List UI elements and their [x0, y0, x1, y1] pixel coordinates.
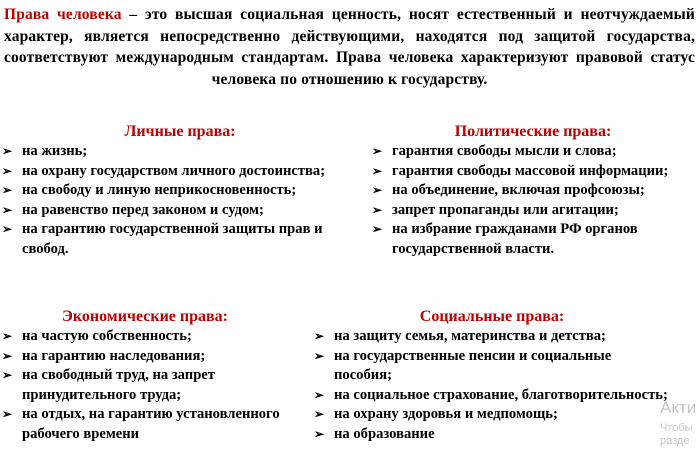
- list-item-text: на гарантию государственной защиты прав и свобод.: [22, 221, 323, 257]
- list-item-text: на свободу и линую неприкосновенность;: [22, 182, 297, 199]
- political-rights-title: Политические права:: [454, 123, 612, 140]
- arrow-bullet-icon: ➢: [2, 222, 13, 237]
- list-item-text: на объединение, включая профсоюзы;: [392, 182, 645, 199]
- arrow-bullet-icon: ➢: [2, 407, 13, 422]
- list-item: [0, 405, 290, 444]
- arrow-bullet-icon: ➢: [314, 426, 325, 441]
- intro-term: Права человека: [4, 6, 122, 23]
- economic-rights-list: [0, 327, 290, 445]
- list-item: [312, 327, 672, 347]
- list-item-text: на жизнь;: [22, 143, 88, 159]
- arrow-bullet-icon: ➢: [2, 163, 13, 178]
- watermark-line-3: разде: [660, 435, 690, 447]
- personal-rights-section: [0, 122, 360, 260]
- list-item: [370, 220, 696, 259]
- arrow-bullet-icon: ➢: [372, 222, 383, 237]
- activation-watermark: [660, 398, 696, 447]
- arrow-bullet-icon: ➢: [2, 368, 13, 383]
- watermark-line-1: Акти: [660, 398, 697, 417]
- watermark-line-2: Чтобы: [660, 422, 693, 434]
- list-item: [370, 181, 696, 201]
- arrow-bullet-icon: ➢: [314, 348, 325, 363]
- list-item-text: на равенство перед законом и судом;: [22, 201, 264, 218]
- political-rights-list: [370, 142, 696, 260]
- arrow-bullet-icon: ➢: [372, 163, 383, 178]
- list-item-text: на избрание гражданами РФ органов государственной власти.: [392, 221, 638, 257]
- list-item: [0, 181, 360, 201]
- arrow-bullet-icon: ➢: [2, 348, 13, 363]
- list-item-text: на свободный труд, на запрет принудительного труда;: [22, 367, 215, 403]
- list-item-text: запрет пропаганды или агитации;: [392, 201, 619, 218]
- list-item-text: на охрану государством личного достоинства;: [22, 162, 326, 179]
- list-item: [370, 142, 696, 162]
- list-item-text: на государственные пенсии и социальные пособия;: [334, 347, 612, 384]
- intro-text: – это высшая социальная ценность, носят естественный и неотчуждаемый характер, является непосредственно действующими, находятся под защитой государства, соответствуют международным стандартам. Права человека характеризуют правовой статус человека по отношению к государству.: [4, 6, 695, 88]
- personal-rights-title: Личные права:: [124, 123, 236, 140]
- arrow-bullet-icon: ➢: [2, 183, 13, 198]
- economic-rights-section: [0, 307, 290, 445]
- list-item-text: на защиту семья, материнства и детства;: [334, 328, 606, 344]
- arrow-bullet-icon: ➢: [314, 387, 325, 402]
- list-item: [370, 201, 696, 221]
- list-item: [0, 162, 360, 182]
- arrow-bullet-icon: ➢: [372, 144, 383, 158]
- list-item: [0, 201, 360, 221]
- list-item-text: на отдых, на гарантию установленного рабочего времени: [22, 406, 280, 442]
- list-item-text: на частую собственность;: [22, 328, 192, 344]
- list-item-text: гарантия свободы мысли и слова;: [392, 143, 617, 159]
- economic-rights-title: Экономические права:: [62, 308, 228, 325]
- list-item: [370, 162, 696, 182]
- list-item: [312, 386, 672, 406]
- list-item-text: гарантия свободы массовой информации;: [392, 162, 669, 179]
- list-item-text: на социальное страхование, благотворительность;: [334, 386, 668, 403]
- arrow-bullet-icon: ➢: [372, 183, 383, 198]
- arrow-bullet-icon: ➢: [314, 329, 325, 343]
- list-item-text: на охрану здоровья и медпомощь;: [334, 406, 558, 423]
- list-item: [312, 347, 672, 386]
- list-item: [0, 220, 360, 259]
- list-item-text: на гарантию наследования;: [22, 347, 206, 364]
- social-rights-section: [312, 307, 672, 445]
- list-item: [312, 405, 672, 425]
- list-item: [0, 366, 290, 405]
- list-item: [312, 425, 672, 445]
- political-rights-section: [370, 122, 696, 260]
- arrow-bullet-icon: ➢: [2, 202, 13, 217]
- personal-rights-list: [0, 142, 360, 260]
- arrow-bullet-icon: ➢: [372, 202, 383, 217]
- arrow-bullet-icon: ➢: [2, 329, 13, 343]
- social-rights-list: [312, 327, 672, 445]
- list-item-text: на образование: [334, 425, 435, 442]
- list-item: [0, 347, 290, 367]
- list-item: [0, 142, 360, 162]
- arrow-bullet-icon: ➢: [314, 407, 325, 422]
- intro-paragraph: [4, 4, 695, 90]
- list-item: [0, 327, 290, 347]
- social-rights-title: Социальные права:: [419, 308, 565, 325]
- arrow-bullet-icon: ➢: [2, 144, 13, 158]
